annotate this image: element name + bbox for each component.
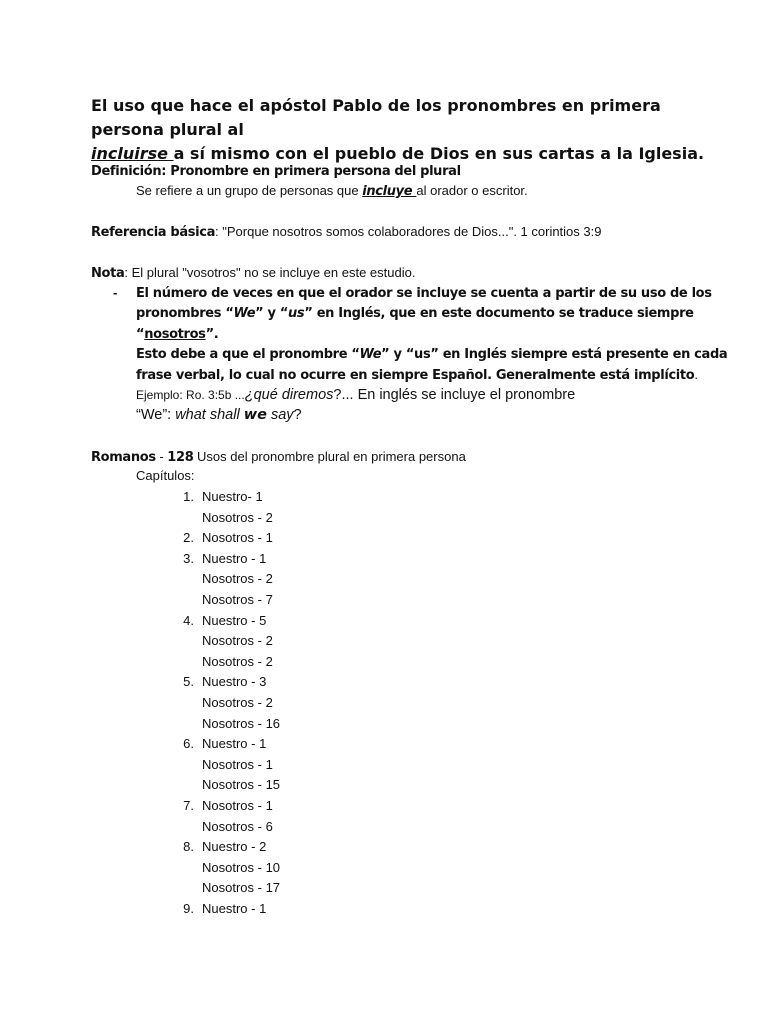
chapter-number: 1. [183,489,194,504]
bullet-dash: - [113,285,118,300]
definition-label: Definición: Pronombre en primera persona del plural [91,164,461,179]
chapter-number: 2. [183,530,194,545]
example-line-2 [136,406,302,424]
bullet-line-5-text: frase verbal, lo cual no ocurre en siempre Español. Generalmente está implícito [136,368,695,383]
example-say: say [266,407,294,423]
list-item [172,570,273,588]
note-text: : El plural "vosotros" no se incluye en este estudio. [124,265,416,280]
bullet-line-4 [136,346,727,364]
chapter-item-text: Nuestro- 1 [202,489,263,504]
list-item [172,859,280,877]
bullet-line-2 [136,305,694,323]
list-item [172,612,266,630]
reference-line [91,223,601,242]
chapter-item-text: Nuestro - 3 [202,674,267,689]
chapter-item-text: Nosotros - 2 [202,571,273,586]
chapter-item-text: Nuestro - 2 [202,839,267,854]
list-item [172,797,273,815]
definition-heading [91,162,461,181]
chapter-item-text: Nuestro - 5 [202,613,267,628]
chapter-item-text: Nuestro - 1 [202,551,267,566]
definition-text [136,182,528,201]
title-emphasis: incluirse [91,144,174,163]
chapter-item-text: Nosotros - 1 [202,530,273,545]
chapter-number: 4. [183,613,194,628]
chapter-number: 3. [183,551,194,566]
chapter-item-text: Nosotros - 6 [202,819,273,834]
romanos-count: 128 [167,450,194,465]
list-item [172,776,280,794]
example-rest: ?... En inglés se incluye el pronombre [333,387,576,403]
definition-text-after: al orador o escritor. [416,183,528,198]
romanos-line [91,448,466,467]
example-line-1 [136,386,575,404]
bullet-line-2-b: ” y “ [255,306,289,321]
definition-text-before: Se refiere a un grupo de personas que [136,183,363,198]
chapter-number: 8. [183,839,194,854]
example-what-shall: what shall [175,407,244,423]
bullet-line-5 [136,366,698,385]
bullet-us: us [288,306,305,321]
list-item [172,694,273,712]
chapter-item-text: Nosotros - 2 [202,654,273,669]
example-we-label: “We”: [136,407,176,423]
chapter-item-text: Nosotros - 1 [202,798,273,813]
reference-label: Referencia básica [91,225,216,240]
reference-text: : "Porque nosotros somos colaboradores de Dios...". 1 corintios 3:9 [215,224,602,239]
bullet-we: We [233,306,256,321]
example-spanish: ¿qué diremos [244,387,334,403]
romanos-label: Romanos [91,450,156,465]
chapter-number: 9. [183,901,194,916]
bullet-line-4-a: Esto debe a que el pronombre “ [136,347,360,362]
capitulos-label: Capítulos: [136,468,195,483]
list-item [172,838,266,856]
chapter-number: 7. [183,798,194,813]
list-item [172,715,280,733]
chapter-item-text: Nosotros - 16 [202,716,281,731]
bullet-line-5-dot: . [694,367,698,382]
chapter-number: 6. [183,736,194,751]
example-question-mark: ? [293,407,302,423]
chapter-item-text: Nosotros - 1 [202,757,273,772]
list-item [172,818,273,836]
note-label: Nota [91,266,125,281]
example-we: we [243,407,267,423]
bullet-nosotros: nosotros [144,327,206,342]
chapter-item-text: Nosotros - 17 [202,880,281,895]
list-item [172,900,266,918]
title-line-1: El uso que hace el apóstol Pablo de los pronombres en primera persona plural al [91,96,661,139]
bullet-line-4-b: ” y “us” en Inglés siempre está presente en cada [381,347,728,362]
list-item [172,550,266,568]
chapter-item-text: Nosotros - 2 [202,695,273,710]
list-item [172,632,273,650]
list-item [172,756,273,774]
chapter-item-text: Nosotros - 15 [202,777,281,792]
note-line [91,264,415,283]
chapter-item-text: Nuestro - 1 [202,736,267,751]
bullet-line-3 [136,326,218,344]
list-item [172,673,266,691]
romanos-sep: - [155,449,168,464]
document-title [91,94,731,166]
chapter-item-text: Nuestro - 1 [202,901,267,916]
chapter-number: 5. [183,674,194,689]
chapter-item-text: Nosotros - 10 [202,860,281,875]
example-label: Ejemplo: Ro. 3:5b ... [136,388,245,402]
list-item [172,488,263,506]
list-item [172,879,280,897]
list-item [172,653,273,671]
list-item [172,509,273,527]
chapter-item-text: Nosotros - 2 [202,633,273,648]
bullet-line-1: El número de veces en que el orador se incluye se cuenta a partir de su uso de los [136,286,712,301]
bullet-we-2: We [359,347,382,362]
list-item [172,529,273,547]
bullet-line-2-c: ” en Inglés, que en este documento se traduce siempre [304,306,694,321]
romanos-text: Usos del pronombre plural en primera persona [193,449,466,464]
bullet-line-3-b: ”. [205,327,219,342]
bullet-line-3-a: “ [136,327,145,342]
definition-emphasis: incluye [362,184,417,199]
list-item [172,735,266,753]
chapter-item-text: Nosotros - 7 [202,592,273,607]
list-item [172,591,273,609]
bullet-line-2-a: pronombres “ [136,306,234,321]
title-line-2: a sí mismo con el pueblo de Dios en sus cartas a la Iglesia. [173,144,705,163]
chapter-item-text: Nosotros - 2 [202,510,273,525]
